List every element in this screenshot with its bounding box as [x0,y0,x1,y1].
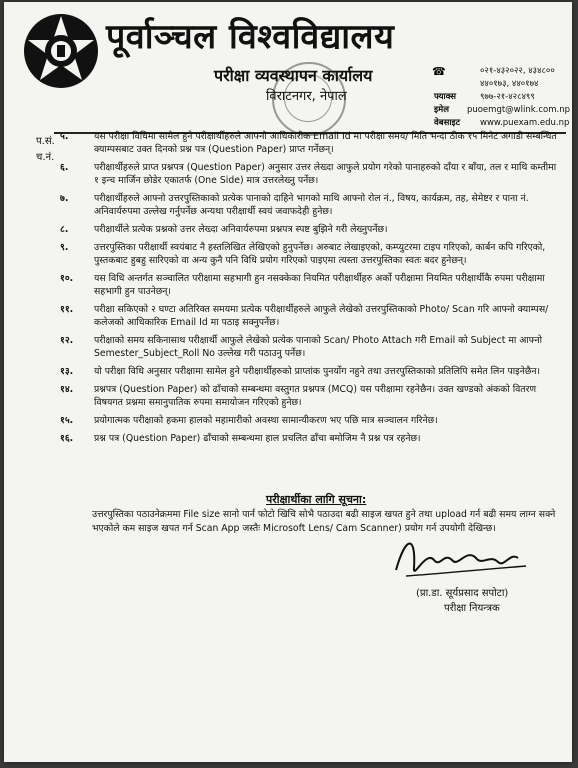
phone-numbers-2: ४४०१७३, ४४०१७४ [480,79,539,89]
list-item-text: परीक्षार्थीहरुले आफ्नो उत्तरपुस्तिकाको प्रत्येक पानाको दाहिने भागको माथि आफ्नो रोल नं., विषय, कार्यक्रम, तह, सेमेष्टर र पाना नं. अनिवार्यरुपमा उल्लेख गर्नुपर्नेछ अन्यथा परीक्षार्थी स्वयं जवाफदेही हुनेछ। [94,193,529,217]
office-name: परीक्षा व्यवस्थापन कार्यालय [214,66,373,85]
list-item-text: परीक्षार्थीहरुले प्राप्त प्रश्नपत्र (Question Paper) अनुसार उत्तर लेख्दा आफुले प्रयोग गरेको पानाहरुको दाँया र बाँया, तल र माथि कम्तीमा १ इन्च मार्जिन छोडेर एकातर्फ (One Side) मात्र उत्तरलेख्नु पर्नेछ। [94,162,557,186]
list-item [58,383,563,409]
email-label: इमेल [434,105,450,115]
list-item [58,272,563,298]
document-page [4,2,572,762]
list-item [58,223,563,236]
list-item-text: प्रश्नपत्र (Question Paper) को ढाँचाको सम्बन्धमा वस्तुगत प्रश्नपत्र (MCQ) यस परीक्षामा रहनेछैन। उक्त खण्डको अंकको वितरण विषयगत प्रश्नमा समानुपातिक रुपमा समायोजन गरिएको हुनेछ। [94,384,537,408]
university-name: पूर्वाञ्चल विश्वविद्यालय [106,17,395,57]
fax-label: फ्याक्स [434,92,457,102]
phone-icon: ☎ [432,65,446,78]
list-item-text: परीक्षार्थीले प्रत्येक प्रश्नको उत्तर लेख्दा अनिवार्यरुपमा प्रश्नपत्र स्पष्ट बुझिने गरी लेख्नुपर्नेछ। [94,224,388,235]
notice-body: उत्तरपुस्तिका पठाउनेक्रममा File size सानो पार्न फोटो खिचि सोभै पठाउदा बढी साइज खपत हुने तथा upload गर्न बढी समय लाग्न सक्ने भएकोले कम साइज खपत गर्न Scan App जस्तैः Microsoft Lens/ Cam Scanner) प्रयोग गर्न उपयोगी देखिन्छ। [92,509,556,534]
list-item-number: १३. [60,366,74,377]
fax-number: ९७७-२१-४२८४९९ [480,92,535,102]
signature [386,530,536,590]
list-item-number: ६. [60,162,69,173]
list-item-text: यो परीक्षा विधि अनुसार परीक्षामा सामेल हुने परीक्षार्थीहरुको प्राप्तांक पुनर्योग नहुने तथा उत्तरपुस्तिकाको प्रतिलिपि समेत लिन पाइनेछैन। [94,366,541,377]
list-item [58,334,563,360]
list-item [58,432,563,445]
list-item-number: ८. [60,224,69,235]
list-item-text: उत्तरपुस्तिका परीक्षार्थी स्वयंबाट नै हस्तलिखित लेखिएको हुनुपर्नेछ। अरुबाट लेखाइएको, कम्प्युटरमा टाइप गरिएको, कार्बन कपि गरिएको, पुस्तकबाट हुबहु सारिएको वा अन्य कुनै पनि विधि प्रयोग गरिएको पाइएमा त्यस्ता उत्तरपुस्तिका स्वतः बदर हुनेछन्। [94,242,546,266]
list-item-number: ५. [60,131,69,142]
reference-ps: प.सं. [36,136,55,147]
list-item-number: १०. [60,273,74,284]
list-item-number: १२. [60,335,74,346]
list-item-number: ७. [60,193,69,204]
list-item [58,303,563,329]
website-url: www.puexam.edu.np [480,117,570,128]
list-item-text: प्रयोगात्मक परीक्षाको हकमा हालको महामारीको अवस्था सामान्यीकरण भए पछि मात्र सञ्चालन गरिनेछ। [94,415,438,426]
list-item [58,365,563,378]
list-item-text: प्रश्न पत्र (Question Paper) ढाँचाको सम्बन्धमा हाल प्रचलित ढाँचा बमोजिम नै प्रश्न पत्र रहनेछ। [94,433,421,444]
list-item-text: यस परीक्षा विधिमा सामेल हुने परीक्षार्थीहरुले आफ्नो आधिकारीक Email Id मा परीक्षा समय/ मिति भन्दा ठीक १५ मिनेट अगाडी सम्बन्धित क्याम्पसबाट उक्त दिनको प्रश्न पत्र (Question Paper) प्राप्त गर्नेछन्। [94,131,557,155]
signatory-name: (प्रा.डा. सूर्यप्रसाद सपोटा) [416,588,509,599]
reference-cn: च.नं. [36,152,55,163]
instruction-list [58,130,563,450]
website-label: वेबसाइट [434,118,460,128]
phone-numbers-1: ०२१-४३२०२२, ४३४८०० [480,66,555,76]
list-item [58,192,563,218]
list-item [58,161,563,187]
list-item-text: परीक्षा सकिएको २ घण्टा अतिरिक्त समयमा प्रत्येक परीक्षार्थीहरुले आफुले लेखेको उत्तरपुस्तिकाको Photo/ Scan गरि आफ्नो क्याम्पस/ कलेजको आधिकारिक Email Id मा पठाइ सक्नुपर्नेछ। [94,304,549,328]
list-item-text: यस विधि अन्तर्गत सञ्चालित परीक्षामा सहभागी हुन नसक्केका नियमित परीक्षार्थीहरु अर्को परीक्षामा नियमित परीक्षार्थीकै रुपमा परीक्षामा सहभागी हुन पाउनेछन्। [94,273,545,297]
list-item [58,414,563,427]
reference-block [36,134,55,166]
university-logo [22,12,100,90]
list-item-number: १६. [60,433,74,444]
list-item-text: परीक्षाको समय सकिनासाथ परीक्षार्थी आफुले लेखेको प्रत्येक पानाको Scan/ Photo Attach गरी Email को Subject मा आफ्नो Semester_Subject_Roll No उल्लेख गरी पठाउनु पर्नेछ। [94,335,543,359]
list-item-number: ११. [60,304,74,315]
list-item-number: ९. [60,242,69,253]
contact-block [434,64,570,129]
list-item [58,241,563,267]
list-item-number: १५. [60,415,74,426]
list-item-number: १४. [60,384,74,395]
notice-title: परीक्षार्थीका लागि सूचना: [266,493,367,506]
signatory-title: परीक्षा नियन्त्रक [444,603,500,614]
office-address: विराटनगर, नेपाल [266,89,347,104]
email-address: puoemgt@wlink.com.np [466,104,570,115]
list-item [58,130,563,156]
